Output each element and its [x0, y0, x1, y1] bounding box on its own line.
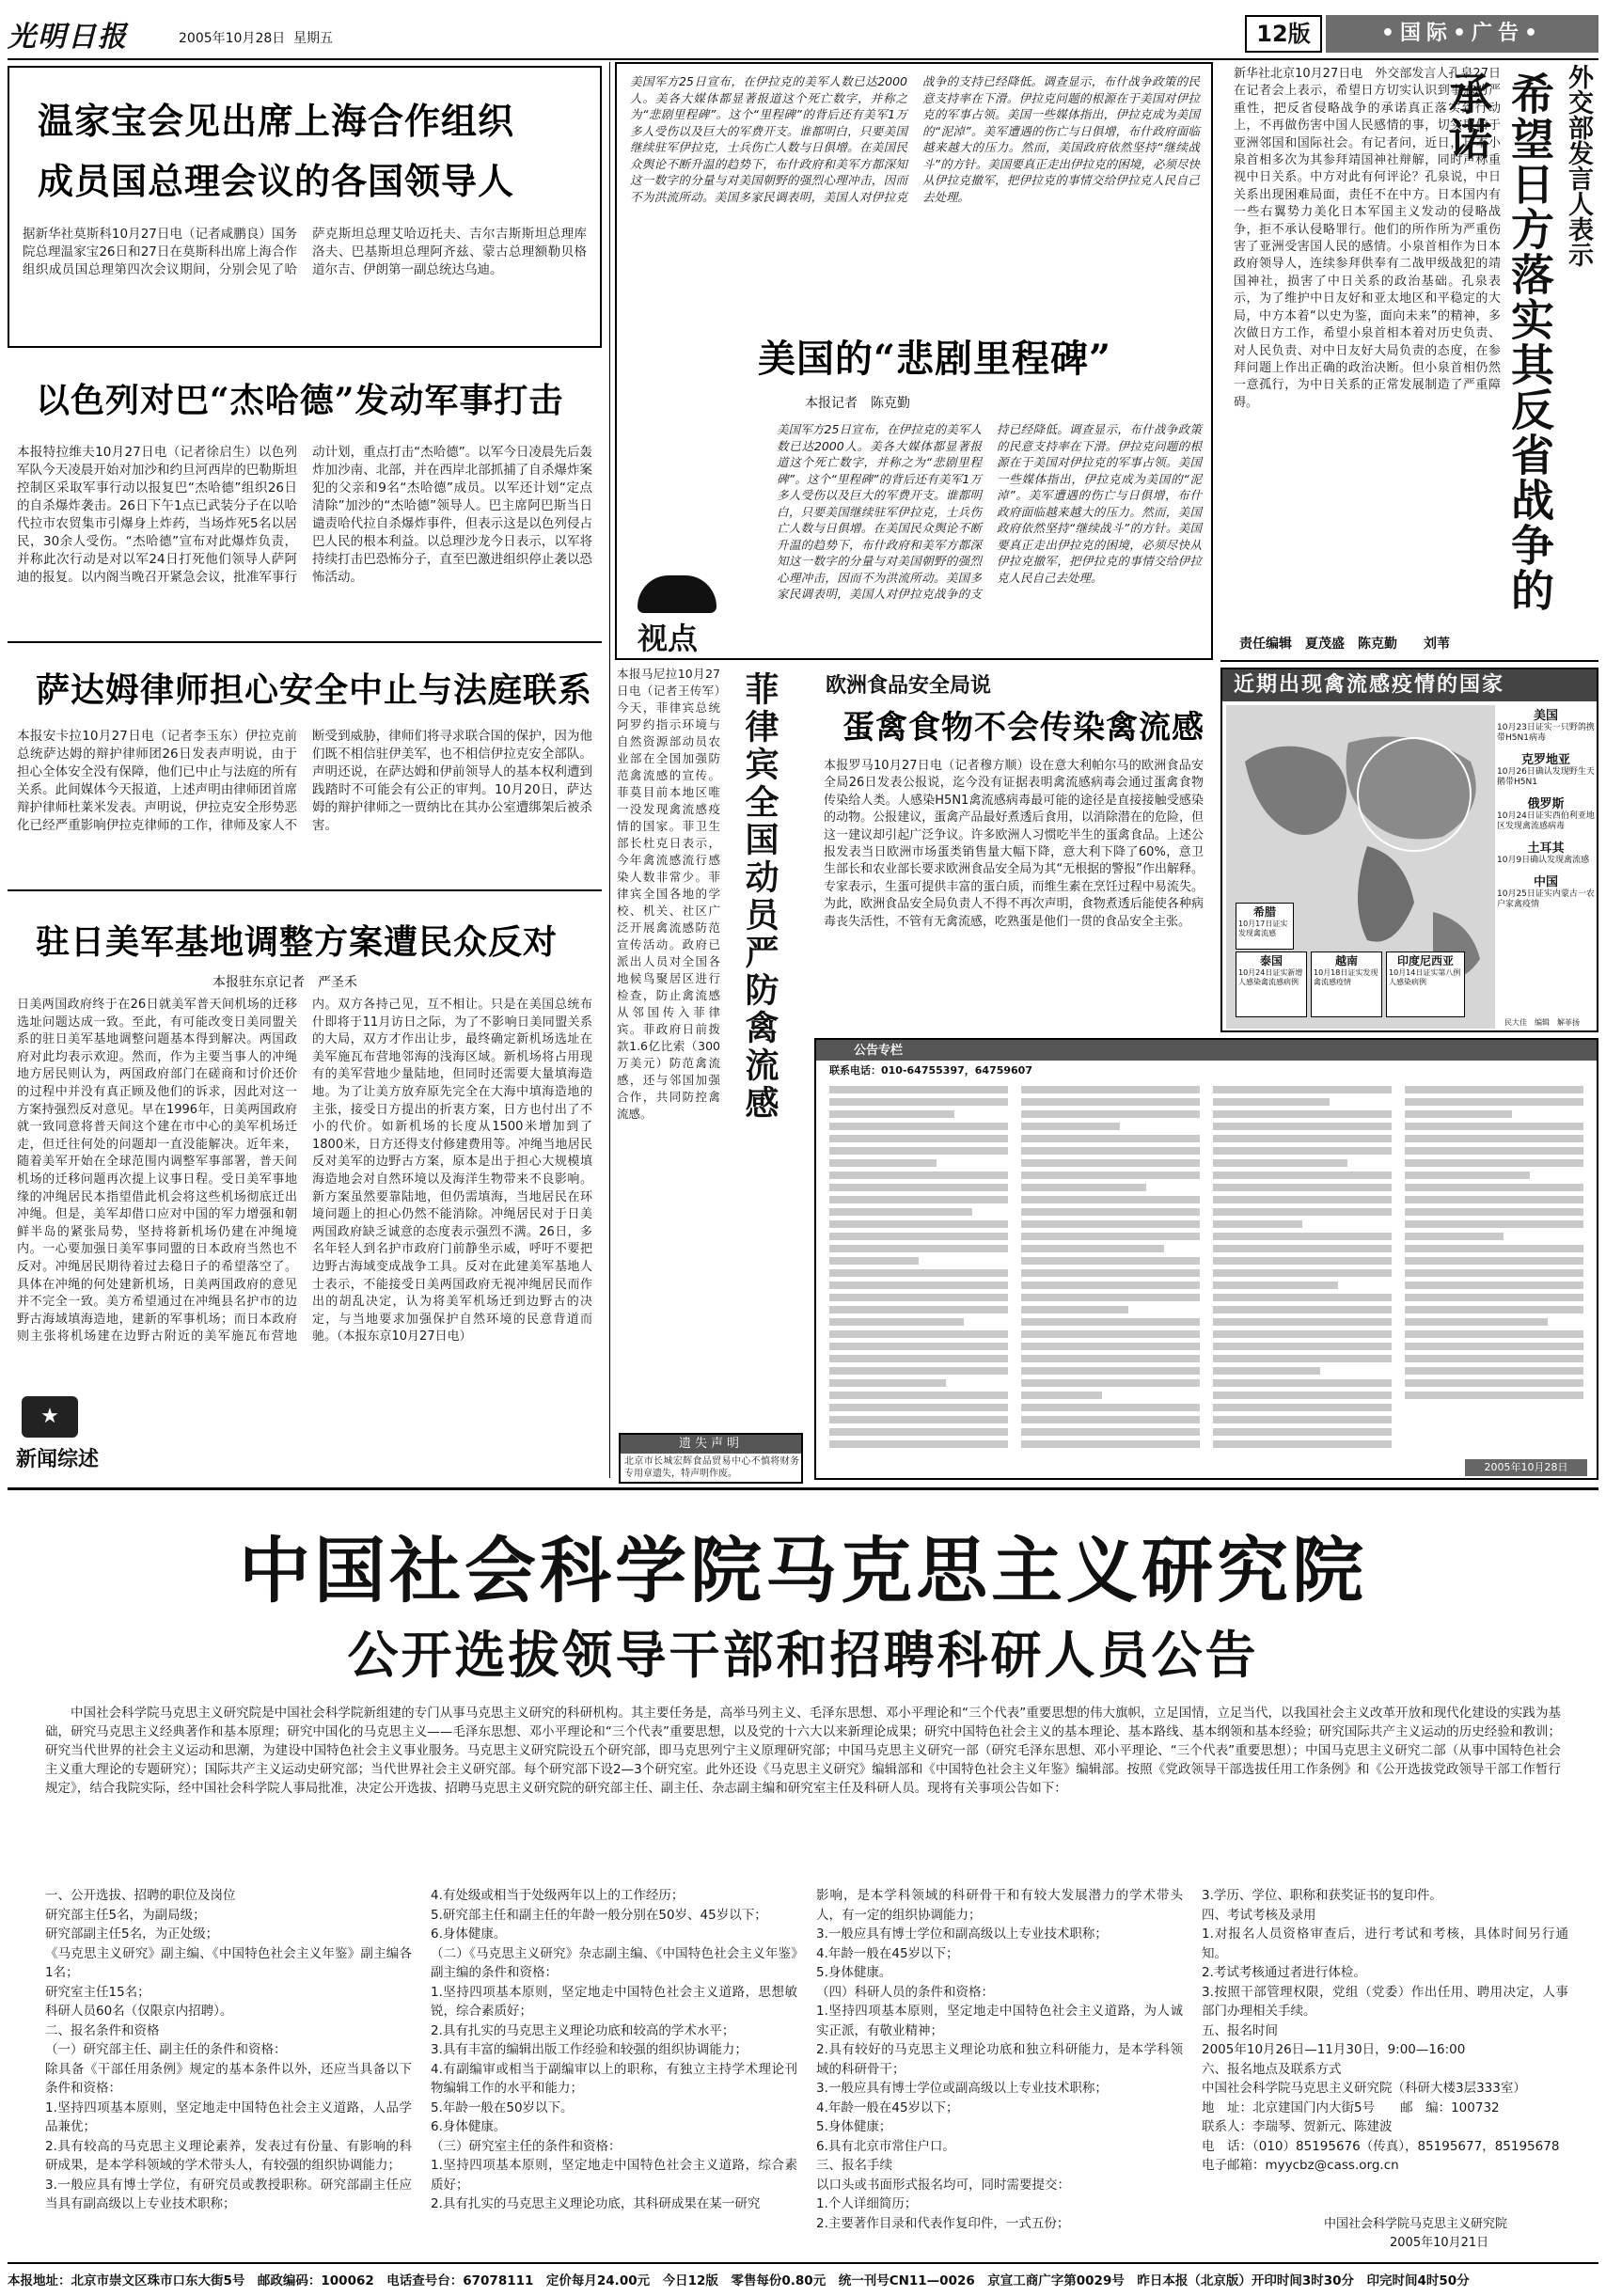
- map-callout-indonesia: [1386, 951, 1465, 1017]
- ad-subtitle: 公开选拔领导干部和招聘科研人员公告: [347, 1625, 1259, 1685]
- article-body: 美国军方25日宣布，在伊拉克的美军人数已达2000人。美各大媒体都显著报道这个死亡数字，并称之为“悲剧里程碑”。这个“里程碑”的背后还有美军1万多人受伤以及巨大的军费开支。谁都明白，只要美国继续驻军伊拉克，士兵伤亡人数与日俱增。在美国民众舆论不断升温的趋势下，布什政府和美军方都深知这一数字的分量与对美国朝野的强烈心理冲击，因而不为洪流所动。美国多家民调表明，美国人对伊拉克战争的支持已经降低。调查显示，布什战争政策的民意支持率在下滑。伊拉克问题的根源在于美国对伊拉克的军事占领。美国一些媒体指出，伊拉克成为美国的“泥淖”。美军遭遇的伤亡与日俱增，布什政府面临越来越大的压力。然而，美国政府依然坚持“继续战斗”的方针。美国要真正走出伊拉克的困境，必须尽快从伊拉克撤军，把伊拉克的事情交给伊拉克人民自己去处理。: [630, 74, 1200, 204]
- issue-weekday: 星期五: [293, 31, 333, 46]
- headline: 希望日方落实其反省战争的承诺: [1442, 71, 1555, 613]
- article-philippines: [615, 662, 809, 1442]
- notice-block: [814, 1038, 1598, 1480]
- ad-title: 中国社会科学院马克思主义研究院: [239, 1529, 1367, 1612]
- cass-advertisement: [8, 1497, 1598, 2258]
- map-country-list: [1497, 705, 1595, 1025]
- bird-flu-map: [1220, 668, 1598, 1032]
- country-detail: 10月24日证实新增人感染禽流感病例: [1238, 968, 1303, 986]
- article-spokesman: [1220, 62, 1598, 660]
- country-name: 印度尼西亚: [1396, 954, 1454, 967]
- country-detail: 10月26日确认发现野生天鹅带H5N1: [1497, 767, 1595, 787]
- news-review-label: 新闻综述: [16, 1448, 100, 1471]
- headline: 菲律宾全国动员严防禽流感: [740, 671, 779, 1123]
- stars-icon: ★: [22, 1396, 78, 1438]
- article-body: 本报安卡拉10月27日电（记者李玉东）伊拉克前总统萨达姆的辩护律师团26日发表声明说，由于担心全体安全没有保障，他们已中止与法庭的所有关系。此间媒体今天报道，上述声明由律师团首席辩护律师杜莱米发表。声明说，伊拉克安全形势恶化已经严重影响伊拉克律师的工作，律师及家人不断受到威胁，律师们将寻求联合国的保护，因为他们既不相信驻伊美军，也不相信伊拉克安全部队。声明还说，在萨达姆和伊前领导人的基本权利遭到践踏时不可能会有公正的审判。10月20日，萨达姆的辩护律师之一贾纳比在其办公室遭绑架后被杀害。: [17, 729, 592, 833]
- headline: 蛋禽食物不会传染禽流感: [842, 709, 1204, 747]
- article-body: 本报马尼拉10月27日电（记者王传军）今天，菲律宾总统阿罗约指示环境与自然资源部动员农业部在全国加强防范禽流感的宣传。菲莫目前本地区唯一没发现禽流感疫情的国家。菲卫生部长杜克日表示，今年禽流感流行感染人数非常少。菲律宾全国各地的学校、机关、社区广泛开展禽流感防范宣传活动。政府已派出人员对全国各地候鸟聚居区进行检查，防止禽流感从邻国传入菲律宾。菲政府日前拨款1.6亿比索（300万美元）防范禽流感，还与邻国加强合作，共同防控禽流感。: [617, 667, 720, 1121]
- footer: 本报地址：北京市崇文区珠市口东大街5号 邮政编码：100062 电话查号台：67078111 定价每月24.00元 今日12版 零售每份0.80元 统一刊号CN11—0026 京宣工商广字第0029号 昨日本报（北京版）开印时间3时30分 印完时间4时50分: [8, 2273, 1470, 2288]
- map-credit: 民大佳 编辑 解菲扬: [1504, 1018, 1580, 1027]
- lost-notice-body: 北京市长城宏辉食品贸易中心不慎将财务专用章遗失，特声明作废。: [624, 1456, 799, 1479]
- headline: 美国的“悲剧里程碑”: [758, 337, 1112, 381]
- country-name: 越南: [1334, 954, 1358, 967]
- article-body: 本报罗马10月27日电（记者穆方顺）设在意大利帕尔马的欧洲食品安全局26日发表公报说，迄今没有证据表明禽流感病毒会通过蛋禽食物传染给人类。人感染H5N1禽流感病毒最可能的途径是直接接触受感染的动物。公报建议，蛋禽产品最好煮透后食用，以消除潜在的危险，但这一建议却引起广泛争议。许多欧洲人习惯吃半生的蛋禽食品。上述公报发表当日欧洲市场蛋类销售量大幅下降，意大利下降了60%，意卫生部长和农业部长要求欧洲食品安全局为其“无根据的警报”作出解释。专家表示，生蛋可提供丰富的蛋白质，而维生素在烹饪过程中易流失。为此，欧洲食品安全局负责人不得不再次声明，食物煮透后能使各种病毒丧失活性，不管有无禽流感，吃熟蛋是他们一贯的食品安全主张。: [824, 759, 1204, 929]
- notice-col: [829, 1081, 1008, 1457]
- country-detail: 10月25日证实内蒙古一农户家禽疫情: [1497, 889, 1595, 909]
- ad-signature: 中国社会科学院马克思主义研究院: [1324, 2217, 1508, 2231]
- country-detail: 10月9日确认发现禽流感: [1497, 856, 1590, 865]
- country-name: 希腊: [1252, 905, 1276, 919]
- ad-column: 一、公开选拔、招聘的职位及岗位 研究部主任5名，为副局级； 研究部副主任5名，为正处级； 《马克思主义研究》副主编、《中国特色社会主义年鉴》副主编各1名； 研究室主任15名； 科研人员60名（仅限京内招聘）。 二、报名条件和资格 （一）研究部主任、副主任的条件和资格： 除具备《干部任用条例》规定的基本条件以外，还应当具备以下条件和资格： 1.坚持四项基本原则，坚定地走中国特色社会主义道路，人品学品兼优； 2.具有较高的马克思主义理论素养，发表过有份量、有影响的科研成果，是本学科领域的学术带头人，有较强的组织协调能力； 3.一般应具有博士学位，有研究员或教授职称。研究部副主任应当具有副高级以上专业技术职称；: [45, 1888, 412, 2211]
- lost-notice-title: 遗失声明: [621, 1435, 801, 1454]
- paper-name: 光明日报: [8, 21, 128, 54]
- country-name: 中国: [1533, 875, 1558, 889]
- masthead: [0, 0, 1606, 58]
- notice-title-bar: [816, 1040, 1597, 1061]
- country-detail: 10月18日证实发现禽流感疫情: [1314, 968, 1378, 986]
- responsible-editors: 责任编辑 夏茂盛 陈克勤 刘苇: [1239, 637, 1450, 652]
- page-number: 12版: [1245, 15, 1322, 53]
- news-review-logo: [13, 1392, 115, 1478]
- ad-signature-date: 2005年10月21日: [1390, 2236, 1489, 2250]
- notice-title: 公告专栏: [854, 1044, 904, 1058]
- headline: 温家宝会见出席上海合作组织: [38, 100, 515, 142]
- article-body: 日美两国政府终于在26日就美军普天间机场的迁移选址问题达成一致。至此，有可能改变日美同盟关系的驻日美军基地调整问题基本得到解决。两国政府对此均表示欢迎。然而，作为主要当事人的冲绳地方居民则认为，两国政府部门在磋商和讨价还价的过程中并没有真正顾及他们的诉求，因此对这一方案持强烈反对意见。早在1996年，日美两国政府就一致同意将普天间这个建在市中心的美军机场迁走，但迁往何处的问题却一直没能解决。近年来，随着美军开始在全球范围内调整军事部署，普天间机场的迁移问题再次提上议事日程。受日美军事地缘的冲绳居民本指望借此机会将这些机场彻底迁出冲绳。但是，美军却借口应对中国的军力增强和朝鲜半岛的紧张局势，坚持将新机场仍建在冲绳境内。一心要加强日美军事同盟的日本政府当然也不反对。冲绳居民期待着过去稳日子的希望落空了。具体在冲绳的何处建新机场，日美两国政府的意见并不完全一致。美方希望通过在冲绳县名护市的边野古海域填海造地，建新的军事机场；而日本政府则主张将机场建在边野古附近的美军施瓦布营地内。双方各持己见，互不相让。只是在美国总统布什即将于11月访日之际，为了不影响日美同盟关系的大局，双方才作出让步，最终确定新机场选址在美军施瓦布营地邻海的浅海区域。新机场将占用现有的美军营地少量陆地，但同时还需要大量填海造地。为了让美方放弃原先完全在大海中填海造地的主张，接受日方提出的折衷方案，日方也付出了不小的代价。如新机场的长度从1500米增加到了1800米，日方还得支付修建费用等。冲绳当地居民反对美军的边野古方案，原本是出于担心大规模填海造地会对自然环境以及海洋生物带来不良影响。新方案虽然要靠陆地，但仍需填海，当地居民在环境问题上的担心仍然不能消除。冲绳居民对于日美两国政府缺乏诚意的态度表示强烈不满。26日，多名年轻人到名护市政府门前静坐示威，呼吁不要把边野古海域变成战争工具。反对在此建美军基地人士表示，不能接受日美两国政府无视冲绳居民而作出的胡乱决定，认为将美军机场迁到边野古的决定，与当地要求加强保护自然环境的民意背道而驰。（本报东京10月27日电）: [17, 998, 592, 1345]
- globe-icon: [638, 575, 716, 613]
- article-efsa: [814, 662, 1213, 1032]
- ad-column: 4.有处级或相当于处级两年以上的工作经历； 5.研究部主任和副主任的年龄一般分别在50岁、45岁以下； 6.身体健康。 （二）《马克思主义研究》杂志副主编、《中国特色社会主义年鉴》副主编的条件和资格： 1.坚持四项基本原则，坚定地走中国特色社会主义道路，思想敏锐，综合素质好； 2.具有扎实的马克思主义理论功底和较高的学术水平； 3.具有丰富的编辑出版工作经验和较强的组织协调能力； 4.有副编审或相当于副编审以上的职称，有独立主持学术理论刊物编辑工作的水平和能力； 5.年龄一般在50岁以下。 6.身体健康。 （三）研究室主任的条件和资格： 1.坚持四项基本原则，坚定地走中国特色社会主义道路，综合素质好； 2.具有扎实的马克思主义理论功底，其科研成果在某一研究: [431, 1888, 797, 2211]
- country-note: [1497, 749, 1595, 788]
- viewpoint-logo: [630, 575, 733, 654]
- article-body: 本报特拉维夫10月27日电（记者徐启生）以色列军队今天凌晨开始对加沙和约旦河西岸的巴勒斯坦控制区采取军事行动以报复巴“杰哈德”组织26日的自杀爆炸袭击。26日下午1点已武装分子在以哈代拉市农贸集市引爆身上炸药，当场炸死5名以居民，30余人受伤。“杰哈德”宣布对此爆炸负责，并称此次行动是对以军24日打死他们领导人萨阿迪的报复。以内阁当晚召开紧急会议，批准军事行动计划，重点打击“杰哈德”。以军今日凌晨先后轰炸加沙南、北部，并在西岸北部抓捕了自杀爆炸案犯的父亲和9名“杰哈德”成员。以军还计划“定点清除”加沙的“杰哈德”领导人。巴主席阿巴斯当日谴责哈代拉自杀爆炸事件，但表示这是以色列侵占巴人民的根本利益。以总理沙龙今日表示，以军将持续打击巴恐怖分子，直至巴激进组织停止袭以恐怖活动。: [17, 445, 592, 585]
- article-body: 据新华社莫斯科10月27日电（记者咸鹏良）国务院总理温家宝26日和27日在莫斯科出席上海合作组织成员国总理第四次会议期间，分别会见了哈萨克斯坦总理艾哈迈托夫、吉尔吉斯斯坦总理库洛夫、巴基斯坦总理阿齐兹、蒙古总理额勒贝格道尔吉、伊朗第一副总统达乌迪。: [23, 227, 587, 277]
- map-callout-greece: [1236, 903, 1294, 950]
- notice-col: [1021, 1081, 1200, 1457]
- article-body-continued: 美国军方25日宣布，在伊拉克的美军人数已达2000人。美各大媒体都显著报道这个死亡数字，并称之为“悲剧里程碑”。这个“里程碑”的背后还有美军1万多人受伤以及巨大的军费开支。谁都明白，只要美国继续驻军伊拉克，士兵伤亡人数与日俱增。在美国民众舆论不断升温的趋势下，布什政府和美军方都深知这一数字的分量与对美国朝野的强烈心理冲击，因而不为洪流所动。美国多家民调表明，美国人对伊拉克战争的支持已经降低。调查显示，布什战争政策的民意支持率在下滑。伊拉克问题的根源在于美国对伊拉克的军事占领。美国一些媒体指出，伊拉克成为美国的“泥淖”。美军遭遇的伤亡与日俱增，布什政府面临越来越大的压力。然而，美国政府依然坚持“继续战斗”的方针。美国要真正走出伊拉克的困境，必须尽快从伊拉克撤军，把伊拉克的事情交给伊拉克人民自己去处理。: [777, 422, 1202, 601]
- country-name: 泰国: [1259, 954, 1283, 967]
- country-detail: 10月24日证实西伯利亚地区发现禽流感病毒: [1497, 811, 1595, 831]
- country-name: 俄罗斯: [1527, 797, 1565, 811]
- map-title: 近期出现禽流感疫情的国家: [1222, 669, 1597, 701]
- headline: 驻日美军基地调整方案遭民众反对: [36, 922, 559, 962]
- headline-small: 外交部发言人表示: [1564, 64, 1593, 267]
- issue-date: 2005年10月28日: [179, 31, 286, 46]
- country-name: 美国: [1533, 709, 1558, 723]
- article-saddam: [8, 647, 602, 884]
- viewpoint-label: 视点: [638, 621, 699, 656]
- country-note: [1497, 794, 1595, 832]
- notice-col: [1405, 1081, 1583, 1457]
- country-detail: 10月14日证实第八例人感染病例: [1389, 968, 1461, 986]
- headline: 以色列对巴“杰哈德”发动军事打击: [36, 381, 564, 420]
- headline: 萨达姆律师担心安全中止与法庭联系: [36, 670, 593, 710]
- notice-phone: 联系电话：010-64755397，64759607: [829, 1064, 1032, 1077]
- country-detail: 10月17日证实发现禽流感: [1238, 920, 1288, 937]
- ad-intro: 中国社会科学院马克思主义研究院是中国社会科学院新组建的专门从事马克思主义研究的科研机构。其主要任务是，高举马列主义、毛泽东思想、邓小平理论和“三个代表”重要思想的伟大旗帜，立足国情，立足当代，以我国社会主义改革开放和现代化建设的实践为基础，研究马克思主义经典著作和基本原理；研究中国化的马克思主义——毛泽东思想、邓小平理论和“三个代表”重要思想，以及党的十六大以来新理论成果；研究中国特色社会主义的基本理论、基本路线、基本纲领和基本经验；研究国际共产主义运动的历史经验和教训；研究当代世界的社会主义运动和思潮，为建设中国特色社会主义事业服务。马克思主义研究院设五个研究部，即马克思列宁主义原理研究部；中国马克思主义研究一部（研究毛泽东思想、邓小平理论、“三个代表”重要思想）；中国马克思主义研究二部（从事中国特色社会主义重大理论的专题研究）；国际共产主义运动史研究部；当代世界社会主义研究部。每个研究部下设2—3个研究室。此外还设《马克思主义研究》编辑部和《中国特色社会主义年鉴》编辑部。按照《党政领导干部选拔任用工作条例》和《公开选拔党政领导干部工作暂行规定》，结合我院实际，经中国社会科学院人事局批准，决定公开选拔、招聘马克思主义研究院的研究部主任、副主任、杂志副主编和研究室主任及科研人员。现将有关事项公告如下：: [45, 1706, 1561, 1796]
- notice-col: [1213, 1081, 1392, 1457]
- lost-notice: [619, 1433, 803, 1484]
- country-note: [1497, 872, 1595, 910]
- section-label: •国际•广告•: [1326, 15, 1598, 53]
- notice-date: 2005年10月28日: [1465, 1459, 1587, 1476]
- country-note: [1497, 705, 1595, 744]
- article-israel: [8, 357, 602, 635]
- byline: 本报记者 陈克勤: [805, 396, 910, 411]
- article-wen-jiabao: [8, 66, 602, 348]
- ad-column: 3.学历、学位、职称和获奖证书的复印件。 四、考试考核及录用 1.对报名人员资格审查后，进行考试和考核，具体时间另行通知。 2.考试考核通过者进行体检。 3.按照干部管理权限，党组（党委）作出任用、聘用决定，人事部门办理相关手续。 五、报名时间 2005年10月26日—11月30日，9:00—16:00 六、报名地点及联系方式 中国社会科学院马克思主义研究院（科研大楼3层333室） 地 址：北京建国门内大街5号 邮 编：100732 联系人：李瑞琴、贺新元、陈建波 电 话：（010）85195676（传真），85195677，85195678 电子邮箱：myycbz@cass.org.cn: [1202, 1888, 1568, 2173]
- country-detail: 10月23日证实一只野鸽携带H5N1病毒: [1497, 723, 1595, 743]
- country-name: 土耳其: [1527, 841, 1565, 856]
- map-callout-thailand: [1236, 951, 1307, 1017]
- article-tragic-milestone: [615, 62, 1213, 660]
- headline: 成员国总理会议的各国领导人: [38, 160, 515, 202]
- kicker: 欧洲食品安全局说: [826, 674, 992, 698]
- country-note: [1497, 838, 1595, 866]
- country-name: 克罗地亚: [1520, 753, 1570, 767]
- article-body: 新华社北京10月27日电 外交部发言人孔泉27日在记者会上表示，希望日方切实认识到事态的严重性，把反省侵略战争的承诺真正落实到行动上，不再做伤害中国人民感情的事，切实取信于亚洲邻国和国际社会。有记者问，近日，日本小泉首相多次为其参拜靖国神社辩解，同时声称重视中日关系。中方对此有何评论？孔泉说，中日关系出现困难局面，责任不在中方。日本国内有一些右翼势力美化日本军国主义发动的侵略战争，拒不承认侵略罪行。他们的所作所为严重伤害了亚洲受害国人民的感情。小泉首相作为日本政府领导人，连续参拜供奉有二战甲级战犯的靖国神社，损害了中日关系的政治基础。孔泉表示，为了维护中日友好和亚太地区和平稳定的大局，中方本着“以史为鉴，面向未来”的精神，多次做日方工作，希望小泉首相本着对历史负责、对人民负责、对中日友好大局负责的态度，在参拜问题上作出正确的政治决断。但小泉首相仍然一意孤行，为中日关系的正常发展制造了严重障碍。: [1234, 67, 1501, 410]
- ad-column: 影响，是本学科领域的科研骨干和有较大发展潜力的学术带头人，有一定的组织协调能力； 3.一般应具有博士学位和副高级以上专业技术职称； 4.年龄一般在45岁以下； 5.身体健康。 （四）科研人员的条件和资格： 1.坚持四项基本原则，坚定地走中国特色社会主义道路，为人诚实正派，有敬业精神； 2.具有较好的马克思主义理论功底和独立科研能力，是本学科领域的科研骨干； 3.一般应具有博士学位或副高级以上专业技术职称； 4.年龄一般在45岁以下； 5.身体健康； 6.具有北京市常住户口。 三、报名手续 以口头或书面形式报名均可，同时需要提交： 1.个人详细简历； 2.主要著作目录和代表作复印件，一式五份；: [816, 1888, 1183, 2231]
- map-callout-vietnam: [1311, 951, 1382, 1017]
- byline: 本报驻东京记者 严圣禾: [213, 975, 357, 990]
